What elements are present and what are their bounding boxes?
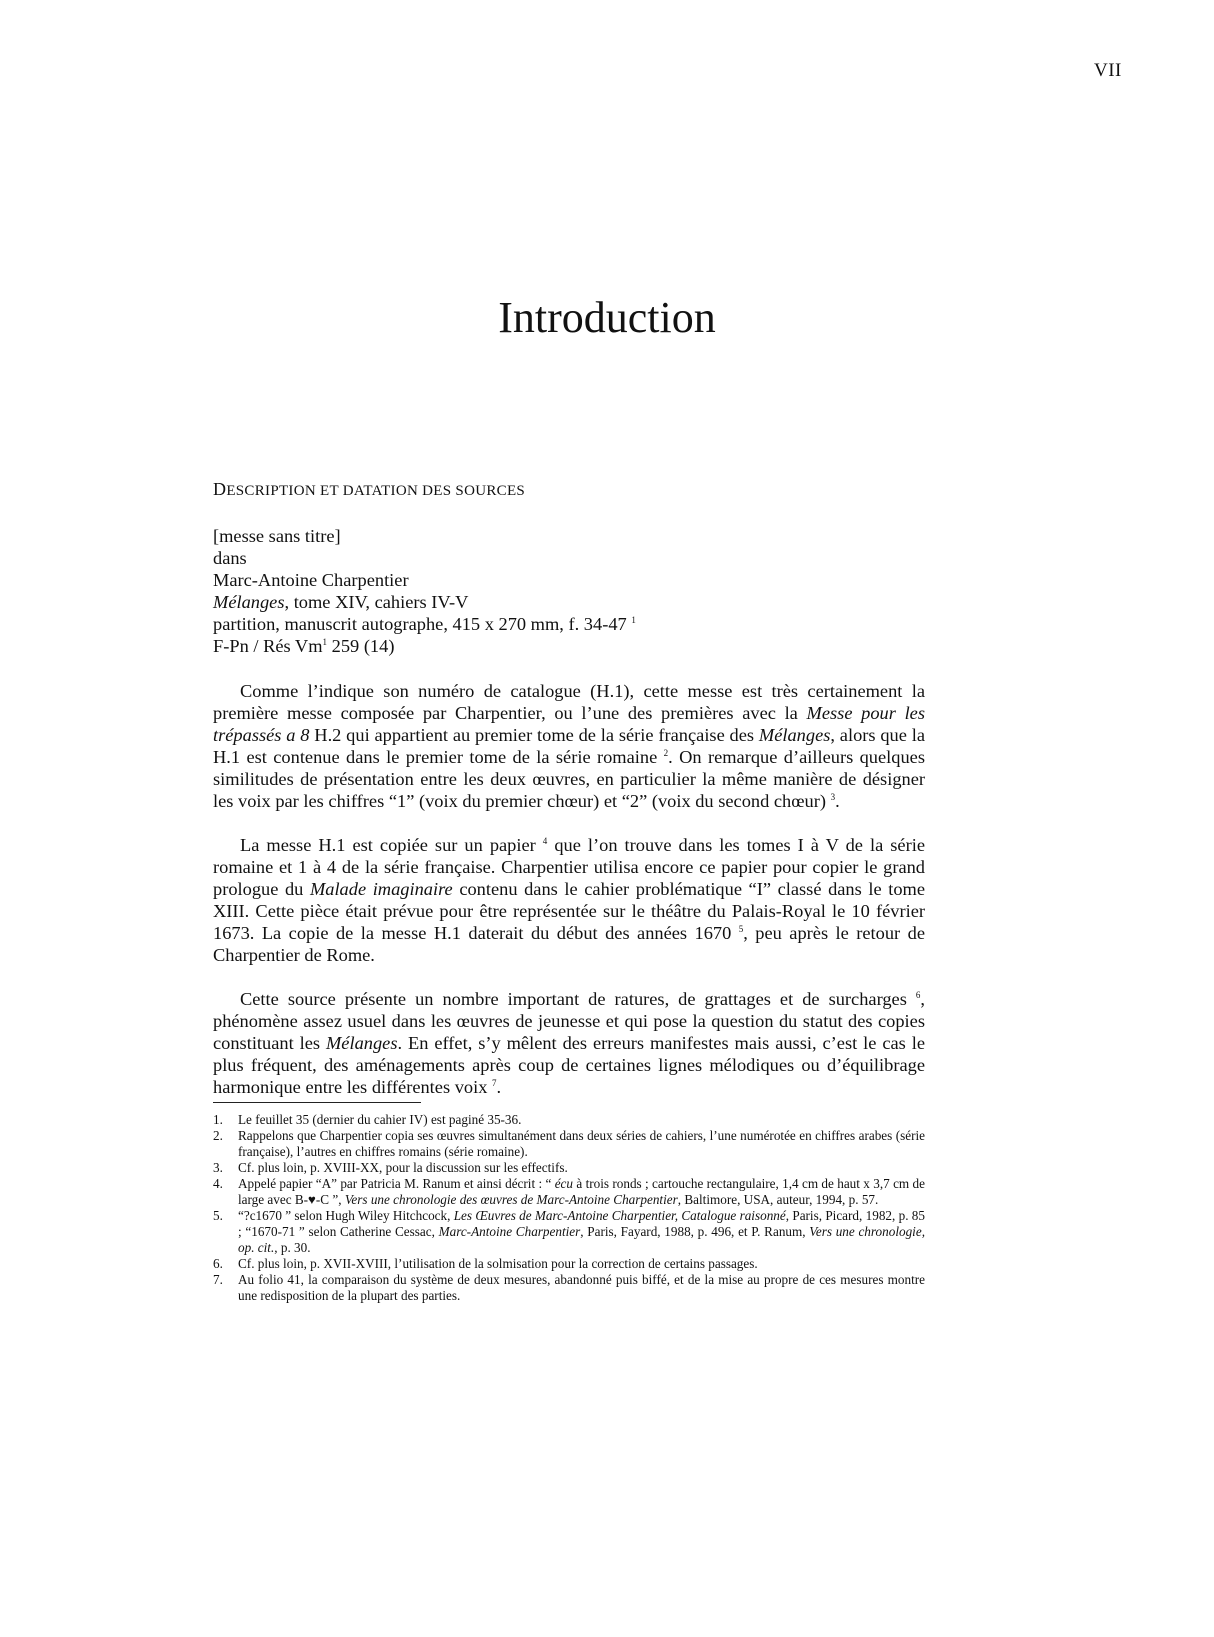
source-volume-rest: , tome XIV, cahiers IV-V — [284, 592, 469, 612]
footnote-text: Cf. plus loin, p. XVII-XVIII, l’utilisation de la solmisation pour la correction de certains passages. — [238, 1256, 758, 1271]
footnote-text: Le feuillet 35 (dernier du cahier IV) est paginé 35-36. — [238, 1112, 522, 1127]
work-title: Les Œuvres de Marc-Antoine Charpentier, Catalogue raisonné — [453, 1208, 786, 1223]
section-heading-rest: ESCRIPTION ET DATATION DES SOURCES — [226, 483, 526, 499]
text-run: , Paris, Fayard, 1988, p. 496, et P. Ranum, — [580, 1224, 810, 1239]
text-run: Appelé papier “A” par Patricia M. Ranum et ainsi décrit : “ — [238, 1176, 555, 1191]
source-format — [213, 613, 925, 635]
footnote-text — [238, 1176, 925, 1208]
footnote-6 — [213, 1256, 925, 1272]
source-format-text: partition, manuscrit autographe, 415 x 270 mm, f. 34-47 — [213, 614, 632, 634]
page-title: Introduction — [498, 293, 716, 342]
text-run: , phénomène assez usuel dans les œuvres de jeunesse et qui pose la question du statut des copies constituant les — [213, 989, 925, 1053]
paragraph-2 — [213, 834, 925, 966]
footnote-number: 1. — [213, 1112, 223, 1127]
footnote-number: 4. — [213, 1176, 223, 1191]
footnote-number: 2. — [213, 1128, 223, 1143]
footnote-ref: 5 — [738, 924, 744, 934]
section-heading — [213, 478, 925, 502]
text-run: que l’on trouve dans les tomes I à V de la série romaine et 1 à 4 de la série française. Charpentier utilisa encore ce papier pour copier le grand prologue du — [213, 835, 925, 899]
work-title: Vers une chronologie, op. cit. — [238, 1224, 925, 1255]
footnote-text — [238, 1208, 925, 1256]
work-title: Mélanges — [325, 1033, 398, 1053]
source-in: dans — [213, 548, 247, 568]
text-run: . — [496, 1077, 502, 1097]
text-run: à trois ronds ; cartouche rectangulaire, 1,4 cm de haut x 3,7 cm de large avec B-♥-C ”, — [238, 1176, 925, 1207]
footnote-4 — [213, 1176, 925, 1208]
footnote-ref: 6 — [915, 990, 921, 1000]
footnote-number: 6. — [213, 1256, 223, 1271]
source-composer: Marc-Antoine Charpentier — [213, 570, 409, 590]
footnote-3 — [213, 1160, 925, 1176]
source-volume — [213, 591, 925, 613]
text-run: H.2 qui appartient au premier tome de la série française des — [309, 725, 759, 745]
footnote-text: Au folio 41, la comparaison du système de deux mesures, abandonné puis biffé, et de la mise au propre de ces mesures montre une redisposition de la plupart des parties. — [238, 1272, 925, 1303]
footnote-number: 3. — [213, 1160, 223, 1175]
text-run: Comme l’indique son numéro de catalogue (H.1), cette messe est très certainement la première messe composée par Charpentier, ou l’une des premières avec la — [213, 681, 925, 723]
text-run: , Baltimore, USA, auteur, 1994, p. 57. — [677, 1192, 879, 1207]
work-title: Malade imaginaire — [309, 879, 453, 899]
footnote-text: Rappelons que Charpentier copia ses œuvres simultanément dans deux séries de cahiers, l’une numérotée en chiffres arabes (série française), l’autres en chiffres romains (série romaine). — [238, 1128, 925, 1159]
source-volume-title: Mélanges — [213, 592, 285, 612]
section-heading-initial: D — [213, 479, 227, 499]
footnote-7 — [213, 1272, 925, 1304]
footnote-ref: 1 — [631, 615, 636, 625]
text-run: “?c1670 ” selon Hugh Wiley Hitchcock, — [238, 1208, 454, 1223]
source-shelfmark — [213, 635, 925, 657]
text-run: La messe H.1 est copiée sur un papier — [240, 835, 543, 855]
work-title: Mélanges — [758, 725, 831, 745]
text-run: , Paris, Picard, 1982, p. 85 ; “1670-71 ” selon Catherine Cessac, — [238, 1208, 925, 1239]
text-run: contenu dans le cahier problématique “I” classé dans le tome XIII. Cette pièce était prévue pour être représentée sur le théâtre du Palais-Royal le 10 février 1673. La copie de la messe H.1 daterait du début des années 1670 — [213, 879, 925, 943]
text-run: Cette source présente un nombre important de ratures, de grattages et de surcharges — [240, 989, 916, 1009]
shelfmark-superscript: 1 — [322, 637, 328, 647]
text-run: . En effet, s’y mêlent des erreurs manifestes mais aussi, c’est le cas le plus fréquent, des aménagements après coup de certaines lignes mélodiques ou d’équilibrage harmonique entre les différentes voix — [213, 1033, 925, 1097]
footnotes — [213, 1112, 925, 1304]
footnote-2 — [213, 1128, 925, 1160]
footnote-ref: 3 — [830, 792, 836, 802]
footnote-5 — [213, 1208, 925, 1256]
text-run: . — [835, 791, 840, 811]
footnote-number: 7. — [213, 1272, 223, 1287]
text-run: , peu après le retour de Charpentier de Rome. — [213, 923, 925, 965]
text-run: . On remarque d’ailleurs quelques similitudes de présentation entre les deux œuvres, en particulier la même manière de désigner les voix par les chiffres “1” (voix du premier chœur) et “2” (voix du second chœur) — [213, 747, 925, 811]
paragraph-3 — [213, 988, 925, 1098]
footnote-ref: 7 — [492, 1078, 497, 1088]
footnote-text: Cf. plus loin, p. XVIII-XX, pour la discussion sur les effectifs. — [238, 1160, 568, 1175]
footnote-ref: 4 — [542, 836, 548, 846]
source-title: [messe sans titre] — [213, 526, 341, 546]
paragraph-1 — [213, 680, 925, 812]
work-title: Messe pour les trépassés a 8 — [213, 703, 926, 745]
footnote-1 — [213, 1112, 925, 1128]
work-title: Marc-Antoine Charpentier — [438, 1224, 581, 1239]
page-number: VII — [1094, 60, 1122, 81]
source-shelfmark-a: F-Pn / Rés Vm — [213, 636, 323, 656]
footnote-divider — [213, 1102, 421, 1103]
work-title: Vers une chronologie des œuvres de Marc-Antoine Charpentier — [344, 1192, 678, 1207]
footnote-ref: 2 — [663, 748, 669, 758]
source-description — [213, 525, 925, 657]
main-text — [213, 478, 925, 1304]
footnote-number: 5. — [213, 1208, 223, 1223]
text-run: , alors que la H.1 est contenue dans le premier tome de la série romaine — [213, 725, 926, 767]
text-run: , p. 30. — [274, 1240, 311, 1255]
source-shelfmark-b: 259 (14) — [327, 636, 395, 656]
italic-term: écu — [554, 1176, 574, 1191]
